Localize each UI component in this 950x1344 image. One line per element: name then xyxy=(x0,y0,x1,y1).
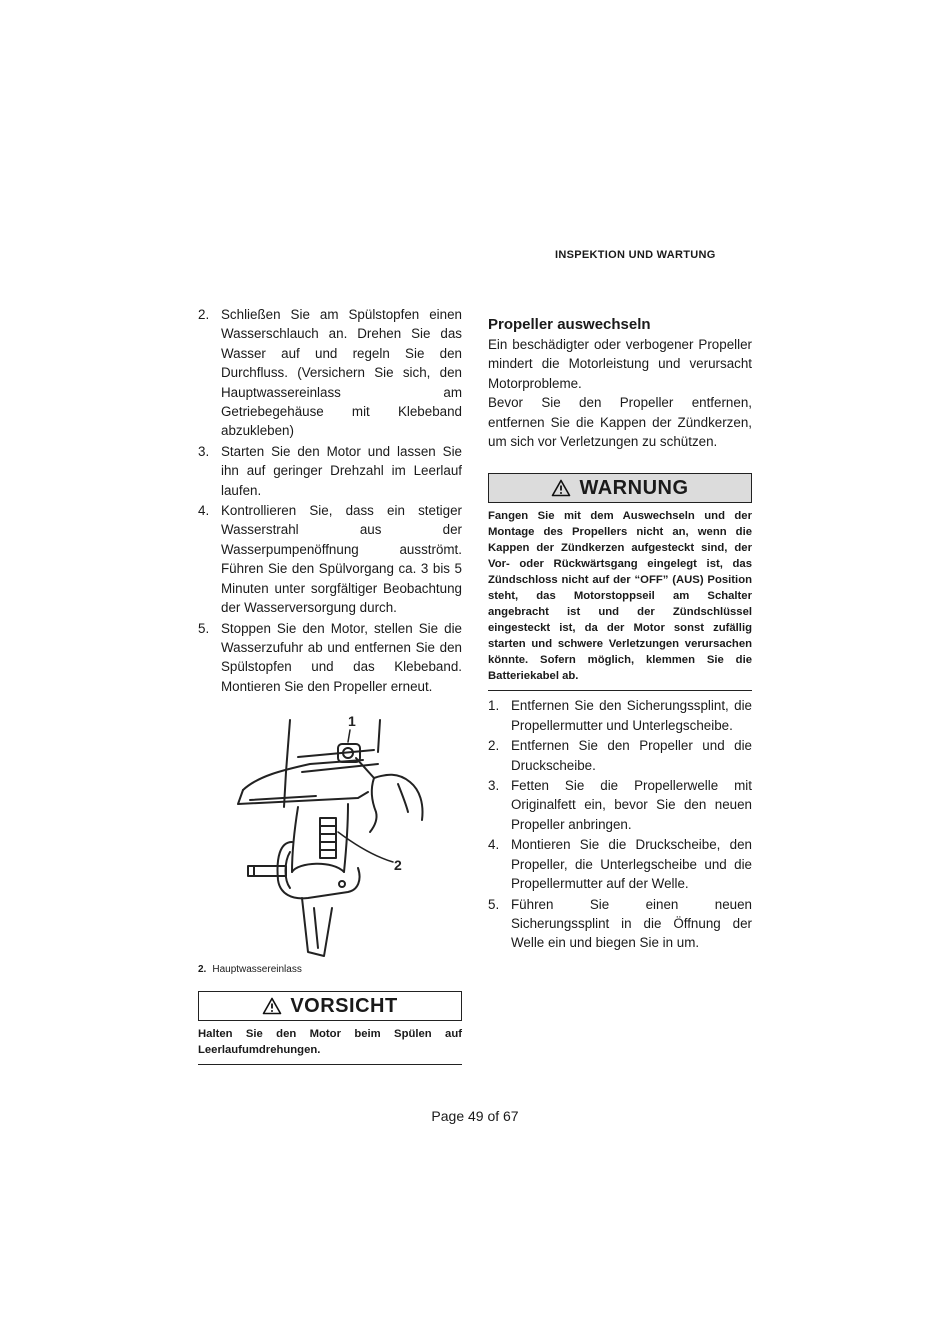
intro-paragraph: Ein beschädigter oder verbogener Propeller mindert die Motorleistung und verursacht Motorprobleme. xyxy=(488,337,752,391)
step-text: Führen Sie einen neuen Sicherungssplint in die Öffnung der Welle ein und biegen Sie in um. xyxy=(511,896,752,951)
section-header: INSPEKTION UND WARTUNG xyxy=(555,249,716,261)
step-number: 3. xyxy=(488,778,500,794)
step-number: 4. xyxy=(488,837,500,853)
step-number: 1. xyxy=(488,698,500,714)
list-item xyxy=(488,776,752,834)
section-title: Propeller auswechseln xyxy=(488,316,651,333)
step-text: Fetten Sie die Propellerwelle mit Originalfett ein, bevor Sie den neuen Propeller anbringen. xyxy=(511,778,752,832)
caution-text: Halten Sie den Motor beim Spülen auf Leerlaufumdrehungen. xyxy=(198,1028,462,1057)
list-item xyxy=(198,619,462,697)
caution-title: VORSICHT xyxy=(290,994,398,1017)
list-item xyxy=(488,696,752,735)
right-column xyxy=(488,305,752,954)
gearcase-drawing xyxy=(198,712,462,962)
list-item xyxy=(488,736,752,775)
warning-text: Fangen Sie mit dem Auswechseln und der Montage des Propellers nicht an, wenn die Kappen der Zündkerzen aufgesteckt sind, der Vor- oder Rückwärtsgang eingelegt ist, das Zündschloss nicht auf der “OFF” (AUS) Position steht, das Motorstoppseil am Schalter angebracht ist und der Zündschlüssel eingesteckt ist, da der Motor sonst zufällig starten und schwere Verletzungen verursachen könnte. Sofern möglich, klemmen Sie die Batteriekabel ab. xyxy=(488,510,752,683)
warning-title: WARNUNG xyxy=(579,476,689,499)
step-text: Schließen Sie am Spülstopfen einen Wasserschlauch an. Drehen Sie das Wasser auf und regeln Sie den Durchfluss. (Versichern Sie sich, den Hauptwassereinlass am Getriebegehäuse mit Klebeband abzukleben) xyxy=(221,307,462,439)
divider xyxy=(198,1064,462,1065)
step-text: Entfernen Sie den Propeller und die Druckscheibe. xyxy=(511,738,752,773)
step-text: Entfernen Sie den Sicherungssplint, die Propellermutter und Unterlegscheibe. xyxy=(511,698,752,733)
figure-caption xyxy=(198,964,462,975)
step-number: 4. xyxy=(198,503,210,519)
step-number: 2. xyxy=(488,738,500,754)
step-text: Kontrollieren Sie, dass ein stetiger Wasserstrahl aus der Wasserpumpenöffnung ausströmt. Führen Sie den Spülvorgang ca. 3 bis 5 Minuten unter sorgfältiger Beobachtung der Wasserversorgung durch. xyxy=(221,503,462,616)
list-item xyxy=(198,305,462,441)
callout-2: 2 xyxy=(394,857,402,874)
warning-triangle-icon xyxy=(551,479,571,497)
step-number: 5. xyxy=(488,896,500,912)
step-number: 3. xyxy=(198,443,210,459)
caption-number: 2. xyxy=(198,964,207,976)
list-item xyxy=(488,895,752,953)
left-column xyxy=(198,305,462,1065)
caution-box xyxy=(198,991,462,1021)
step-number: 5. xyxy=(198,620,210,636)
step-text: Starten Sie den Motor und lassen Sie ihn auf geringer Drehzahl im Leerlauf laufen. xyxy=(221,443,462,498)
caption-text: Hauptwassereinlass xyxy=(212,964,302,976)
propeller-steps xyxy=(488,696,752,952)
list-item xyxy=(198,442,462,500)
callout-1: 1 xyxy=(348,713,356,730)
flushing-steps xyxy=(198,305,462,696)
step-text: Montieren Sie die Druckscheibe, den Propeller, die Unterlegscheibe und die Propellermutter auf der Welle. xyxy=(511,837,752,892)
step-number: 2. xyxy=(198,307,210,322)
step-text: Stoppen Sie den Motor, stellen Sie die Wasserzufuhr ab und entfernen Sie den Spülstopfen und das Klebeband. Montieren Sie den Propeller erneut. xyxy=(221,620,462,694)
list-item xyxy=(198,501,462,617)
warning-box xyxy=(488,473,752,503)
outboard-illustration xyxy=(198,712,462,962)
safety-paragraph: Bevor Sie den Propeller entfernen, entfernen Sie die Kappen der Zündkerzen, um sich vor Verletzungen zu schützen. xyxy=(488,395,752,450)
warning-triangle-icon xyxy=(262,997,282,1015)
page-number: Page 49 of 67 xyxy=(431,1108,519,1124)
list-item xyxy=(488,835,752,893)
